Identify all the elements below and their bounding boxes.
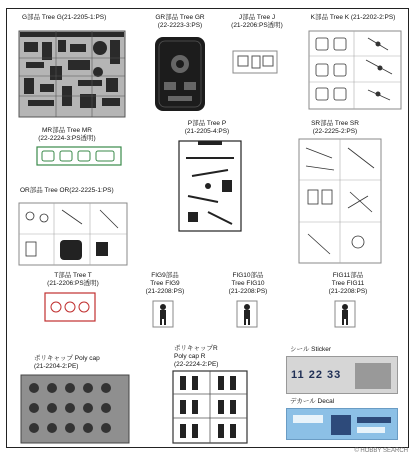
poly-cap-sprue	[20, 374, 130, 444]
tree-g-sprue	[18, 30, 126, 118]
decal-sheet	[286, 408, 398, 440]
label-tree-p: P部品 Tree P (21-2205-4:PS)	[184, 120, 230, 135]
tree-or-sprue	[18, 202, 128, 266]
tree-gr-sprue	[154, 36, 206, 112]
sticker-number-1: 11	[291, 369, 305, 381]
label-tree-or: OR部品 Tree OR(22-2225-1:PS)	[20, 187, 114, 194]
label-tree-sr: SR部品 Tree SR (22-2225-2:PS)	[311, 120, 359, 135]
label-tree-g: G部品 Tree G(21-2205-1:PS)	[22, 14, 107, 21]
sticker-marking-block	[355, 363, 391, 389]
tree-t-sprue	[44, 292, 96, 322]
tree-j-sprue	[232, 50, 278, 74]
label-tree-mr: MR部品 Tree MR (22-2224-3:PS透明)	[38, 127, 96, 142]
sticker-number-3: 33	[327, 369, 342, 381]
label-tree-fig11: FIG11部品 Tree FIG11 (21-2208:PS)	[328, 272, 368, 295]
label-tree-j: J部品 Tree J (21-2206:PS透明)	[231, 14, 283, 29]
tree-p-sprue	[178, 140, 242, 232]
fig10-sprue	[236, 300, 258, 328]
fig9-sprue	[152, 300, 174, 328]
label-tree-fig9: FIG9部品 Tree FIG9 (21-2208:PS)	[145, 272, 185, 295]
label-poly-cap-r: ポリキャップR Poly cap R (22-2224-2:PE)	[174, 345, 219, 368]
label-tree-fig10: FIG10部品 Tree FIG10 (21-2208:PS)	[228, 272, 268, 295]
poly-cap-r-sprue	[172, 370, 248, 444]
tree-k-sprue	[308, 30, 402, 110]
sticker-sheet	[286, 356, 398, 394]
label-poly-cap: ポリキャップ Poly cap (21-2204-2:PE)	[34, 355, 100, 370]
label-tree-k: K部品 Tree K (21-2202-2:PS)	[310, 14, 396, 21]
label-decal: デカール Decal	[290, 398, 335, 405]
fig11-sprue	[334, 300, 356, 328]
tree-sr-sprue	[298, 138, 382, 264]
label-sticker: シール Sticker	[290, 346, 332, 353]
watermark: © HOBBY SEARCH	[354, 448, 408, 454]
tree-mr-sprue	[36, 146, 122, 166]
sticker-number-2: 22	[308, 369, 323, 381]
label-tree-t: T部品 Tree T (21-2206:PS透明)	[47, 272, 99, 287]
label-tree-gr: GR部品 Tree GR (22-2223-3:PS)	[155, 14, 205, 29]
